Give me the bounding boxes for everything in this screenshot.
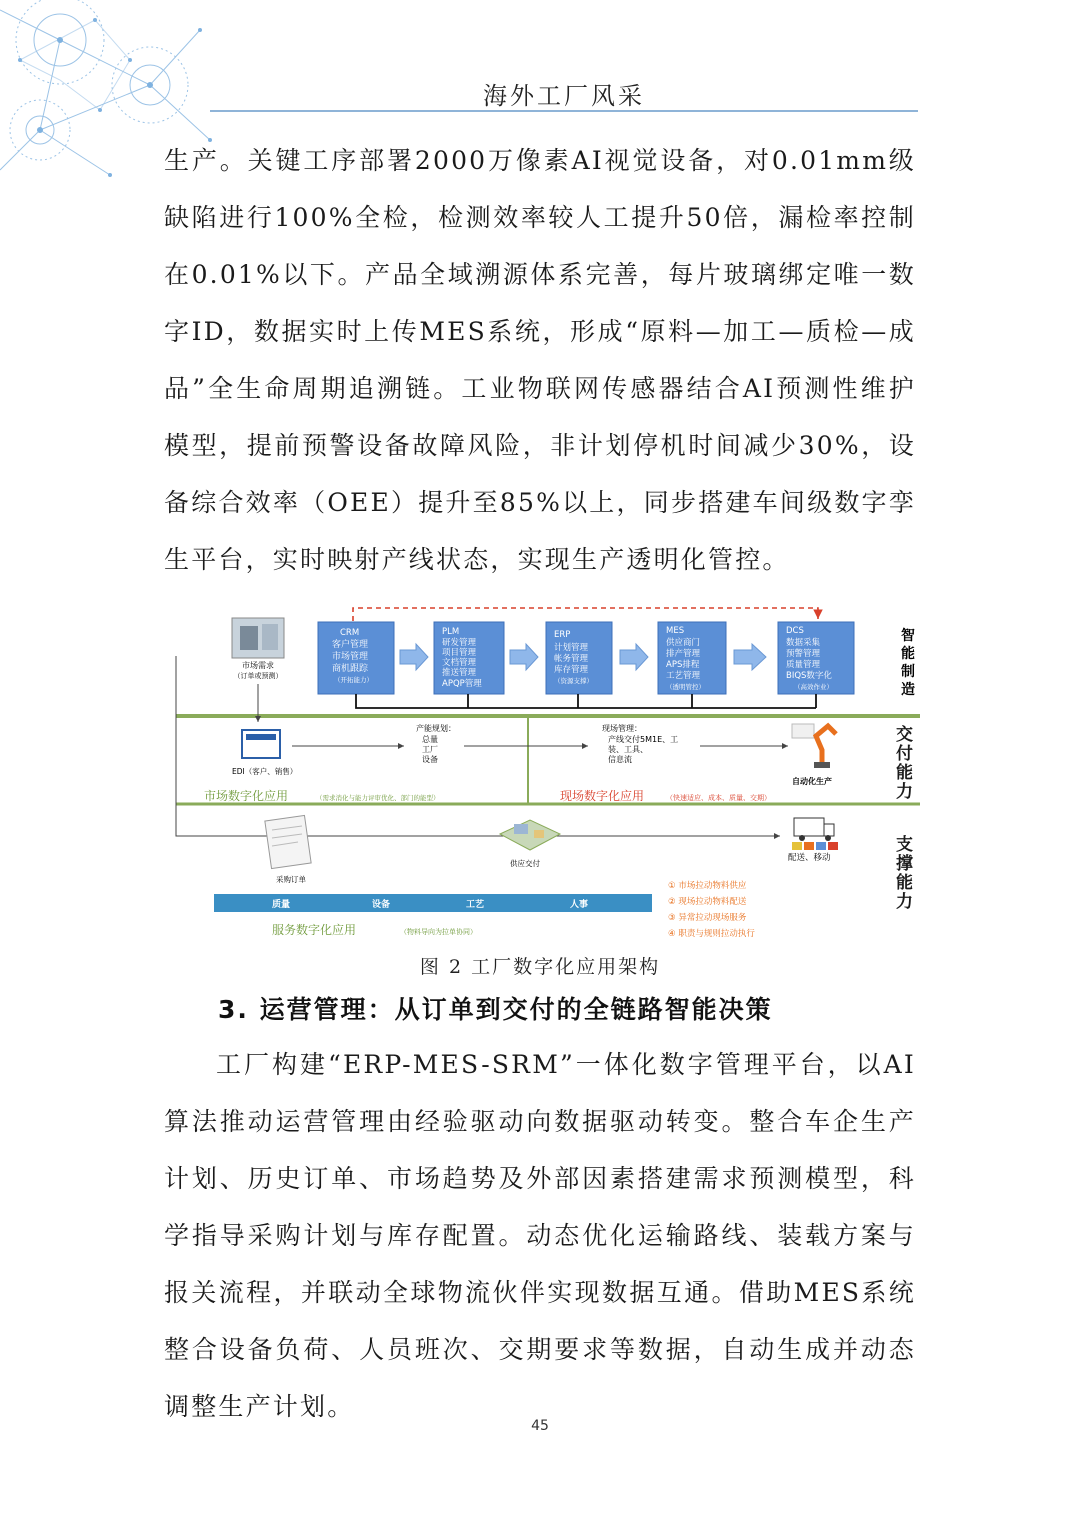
auto-production-label: 自动化生产 [792,777,832,786]
capacity-plan-3: 设备 [422,755,438,764]
system-bus [356,694,816,708]
site-mgmt-2: 装、工具、 [608,745,648,754]
capacity-plan-2: 工厂 [422,745,438,754]
site-mgmt-1: 产线交付5M1E、工 [608,735,679,744]
robot-arm-icon [792,724,836,768]
svg-text:库存管理: 库存管理 [554,665,589,675]
side-label-smart-manufacturing: 智能制造 [901,628,915,698]
svg-text:CRM: CRM [340,628,360,638]
section-heading: 3. 运营管理：从订单到交付的全链路智能决策 [218,995,773,1024]
supply-delivery-icon [500,820,560,850]
supply-delivery-label: 供应交付 [510,859,540,868]
svg-text:数据采集: 数据采集 [786,638,821,648]
market-demand-label: 市场需求 [242,661,274,670]
svg-text:BIQS数字化: BIQS数字化 [786,671,832,681]
market-app-title: 市场数字化应用 [204,789,289,803]
purchase-order-icon [265,815,311,868]
page-number: 45 [531,1418,549,1434]
bar-item-quality: 质量 [272,900,291,910]
svg-text:（透明管控）: （透明管控） [666,683,705,691]
paragraph-operations: 工厂构建“ERP-MES-SRM”一体化数字管理平台，以AI算法推动运营管理由经验驱动向数据驱动转变。整合车企生产计划、历史订单、市场趋势及外部因素搭建需求预测模型，科学指导采购计划与库存配置。动态优化运输路线、装载方案与报关流程，并联动全球物流伙伴实现数据互通。借助MES系统整合设备负荷、人员班次、交期要求等数据，自动生成并动态调整生产计划。 [164,1050,916,1421]
architecture-diagram [168,604,928,946]
side-label-delivery: 交付能力 [896,725,913,802]
system-box-crm [318,622,394,694]
system-box-dcs [778,622,854,694]
bar-item-equipment: 设备 [372,900,391,910]
service-app-sub: （物料导向为拉单协同） [400,928,477,936]
list-item: ① 市场拉动物料供应 [668,881,747,891]
svg-text:（资源支撑）: （资源支撑） [554,677,593,685]
list-item: ④ 职责与规则拉动执行 [668,929,755,939]
svg-text:预警管理: 预警管理 [786,649,821,659]
edi-label: EDI（客户、销售） [232,767,298,776]
svg-text:推送管理: 推送管理 [442,668,477,678]
site-mgmt-3: 信息流 [608,755,632,764]
site-app-sub: （快速适应、成本、质量、交期） [666,794,771,802]
svg-text:DCS: DCS [786,626,804,636]
side-label-support: 支撑能力 [896,835,913,912]
svg-text:客户管理: 客户管理 [332,640,369,650]
site-app-title: 现场数字化应用 [560,789,645,803]
system-box-erp [546,622,612,694]
svg-text:研发管理: 研发管理 [442,638,477,648]
capacity-plan-0: 产能规划： [416,724,456,733]
distribution-label: 配送、移动 [788,853,831,863]
system-box-plm [434,622,504,694]
svg-text:（高效作业）: （高效作业） [794,683,833,691]
svg-text:PLM: PLM [442,627,460,637]
paragraph-production: 生产。关键工序部署2000万像素AI视觉设备，对0.01mm级缺陷进行100%全检，检测效率较人工提升50倍，漏检率控制在0.01%以下。产品全域溯源体系完善，每片玻璃绑定唯一数字ID，数据实时上传MES系统，形成“原料—加工—质检—成品”全生命周期追溯链。工业物联网传感器结合AI预测性维护模型，提前预警设备故障风险，非计划停机时间减少30%，设备综合效率（OEE）提升至85%以上，同步搭建车间级数字孪生平台，实时映射产线状态，实现生产透明化管控。 [164,146,916,574]
svg-text:帐务管理: 帐务管理 [554,654,589,664]
list-item: ② 现场拉动物料配送 [668,897,747,907]
market-app-sub: （需求消化与能力评审优化、部门的能型） [316,794,440,802]
svg-text:供应商门: 供应商门 [666,638,701,648]
svg-text:市场管理: 市场管理 [332,652,369,662]
service-app-title: 服务数字化应用 [272,923,357,937]
figure-caption: 图 2 工厂数字化应用架构 [419,956,661,978]
svg-text:APQP管理: APQP管理 [442,679,482,689]
svg-text:计划管理: 计划管理 [554,643,589,653]
svg-text:文档管理: 文档管理 [442,658,477,668]
edi-screen-icon [242,730,280,758]
truck-icon [792,818,838,850]
bar-item-process: 工艺 [466,900,485,910]
market-demand-node [232,618,284,658]
running-header: 海外工厂风采 [483,82,645,110]
svg-text:质量管理: 质量管理 [786,660,821,670]
feedback-dashed-arrow [353,608,818,621]
site-mgmt-0: 现场管理： [602,724,642,733]
svg-text:MES: MES [666,626,685,636]
system-box-mes [658,622,726,694]
svg-text:项目管理: 项目管理 [442,648,477,658]
header-rule [210,110,918,112]
svg-text:工艺管理: 工艺管理 [666,671,701,681]
purchase-order-label: 采购订单 [276,875,306,884]
list-item: ③ 异常拉动现场服务 [668,913,747,923]
capacity-plan-1: 总量 [422,735,438,744]
svg-text:APS排程: APS排程 [666,660,700,670]
svg-text:ERP: ERP [554,630,571,640]
svg-text:商机跟踪: 商机跟踪 [332,664,369,674]
svg-text:排产管理: 排产管理 [666,649,701,659]
svg-text:（开拓能力）: （开拓能力） [334,676,373,684]
bar-item-hr: 人事 [570,900,589,910]
market-demand-sublabel: （订单或预测） [233,672,283,680]
